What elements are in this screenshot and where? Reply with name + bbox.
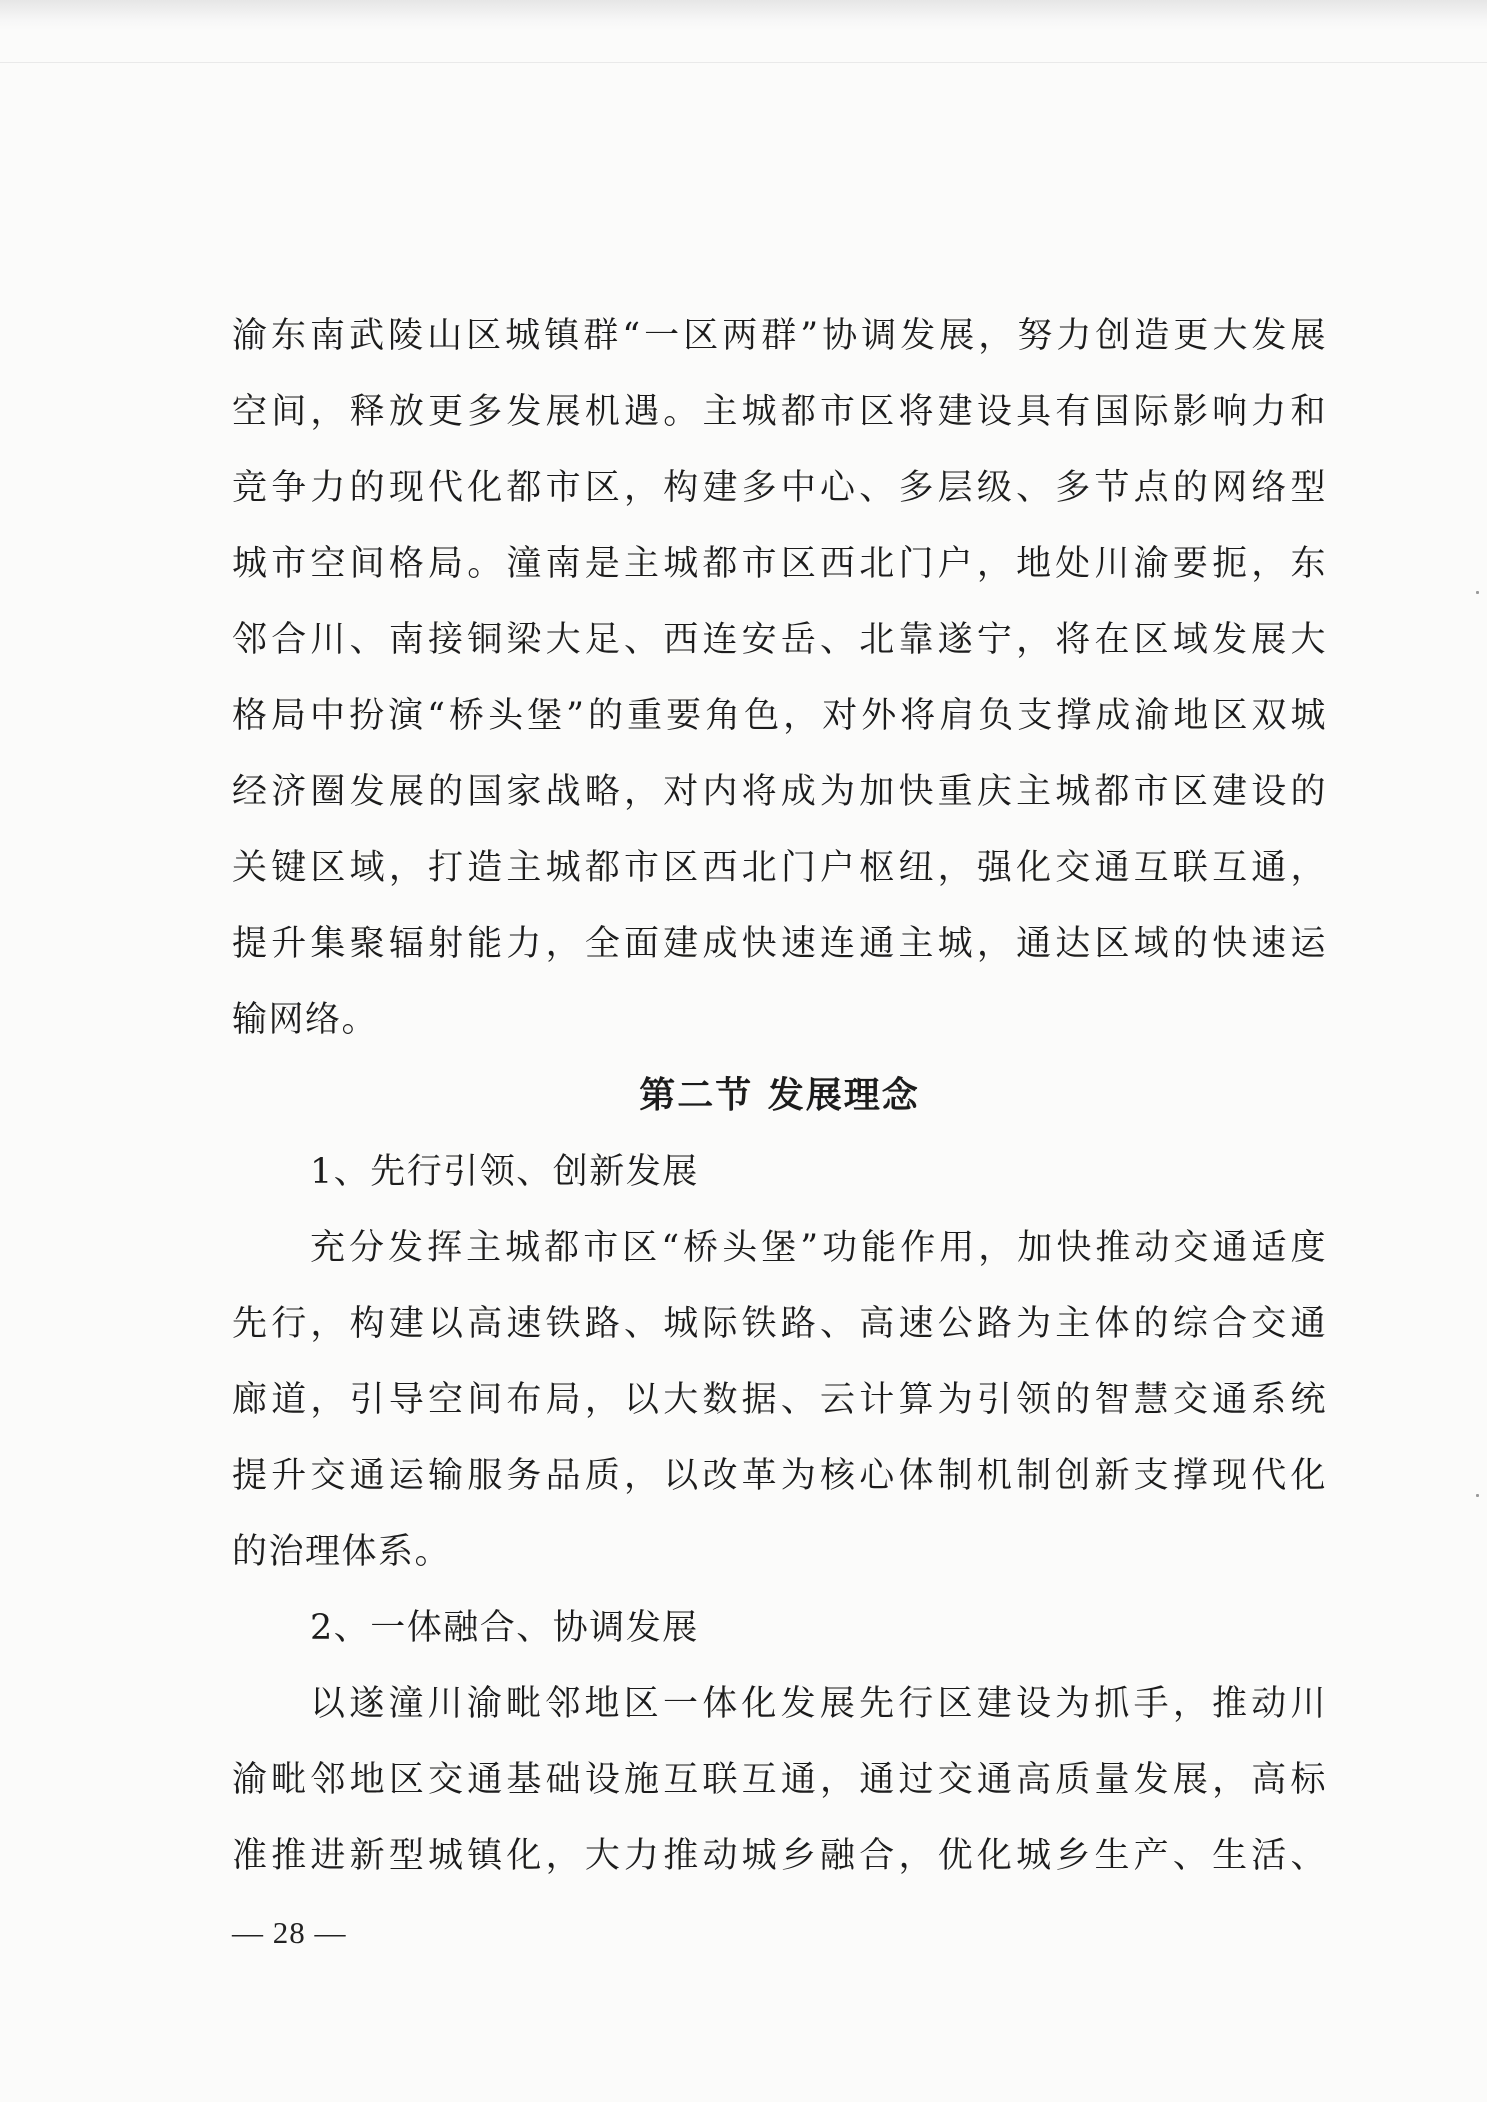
body-line: 准推进新型城镇化，大力推动城乡融合，优化城乡生产、生活、 — [232, 1836, 1327, 1876]
page-number: — 28 — — [232, 1915, 347, 1950]
body-line: 渝东南武陵山区城镇群“一区两群”协调发展，努力创造更大发展 — [232, 316, 1327, 356]
body-line: 廊道，引导空间布局，以大数据、云计算为引领的智慧交通系统 — [232, 1380, 1327, 1420]
body-line: 格局中扮演“桥头堡”的重要角色，对外将肩负支撑成渝地区双城 — [232, 696, 1327, 736]
subsection-title: 1、先行引领、创新发展 — [310, 1152, 699, 1192]
section-heading: 第二节 发展理念 — [639, 1075, 920, 1116]
body-line: 提升交通运输服务品质，以改革为核心体制机制创新支撑现代化 — [232, 1456, 1327, 1496]
body-line: 竞争力的现代化都市区，构建多中心、多层级、多节点的网络型 — [232, 468, 1327, 508]
paragraph-first-line: 以遂潼川渝毗邻地区一体化发展先行区建设为抓手，推动川 — [310, 1684, 1327, 1724]
page-top-rule — [0, 62, 1487, 63]
body-line: 经济圈发展的国家战略，对内将成为加快重庆主城都市区建设的 — [232, 772, 1327, 812]
document-body — [232, 298, 1327, 1894]
body-line: 渝毗邻地区交通基础设施互联互通，通过交通高质量发展，高标 — [232, 1760, 1327, 1800]
body-line-end: 的治理体系。 — [232, 1532, 452, 1572]
body-line: 先行，构建以高速铁路、城际铁路、高速公路为主体的综合交通 — [232, 1304, 1327, 1344]
body-line: 城市空间格局。潼南是主城都市区西北门户，地处川渝要扼，东 — [232, 544, 1327, 584]
body-line: 邻合川、南接铜梁大足、西连安岳、北靠遂宁，将在区域发展大 — [232, 620, 1327, 660]
scan-speck — [1476, 1494, 1479, 1497]
scan-speck — [1476, 591, 1479, 594]
paragraph-first-line: 充分发挥主城都市区“桥头堡”功能作用，加快推动交通适度 — [310, 1228, 1327, 1268]
body-line: 关键区域，打造主城都市区西北门户枢纽，强化交通互联互通， — [232, 848, 1327, 888]
body-line: 空间，释放更多发展机遇。主城都市区将建设具有国际影响力和 — [232, 392, 1327, 432]
body-line: 提升集聚辐射能力，全面建成快速连通主城，通达区域的快速运 — [232, 924, 1327, 964]
subsection-title: 2、一体融合、协调发展 — [310, 1608, 699, 1648]
page-top-edge — [0, 0, 1487, 30]
body-line-end: 输网络。 — [232, 1000, 379, 1040]
